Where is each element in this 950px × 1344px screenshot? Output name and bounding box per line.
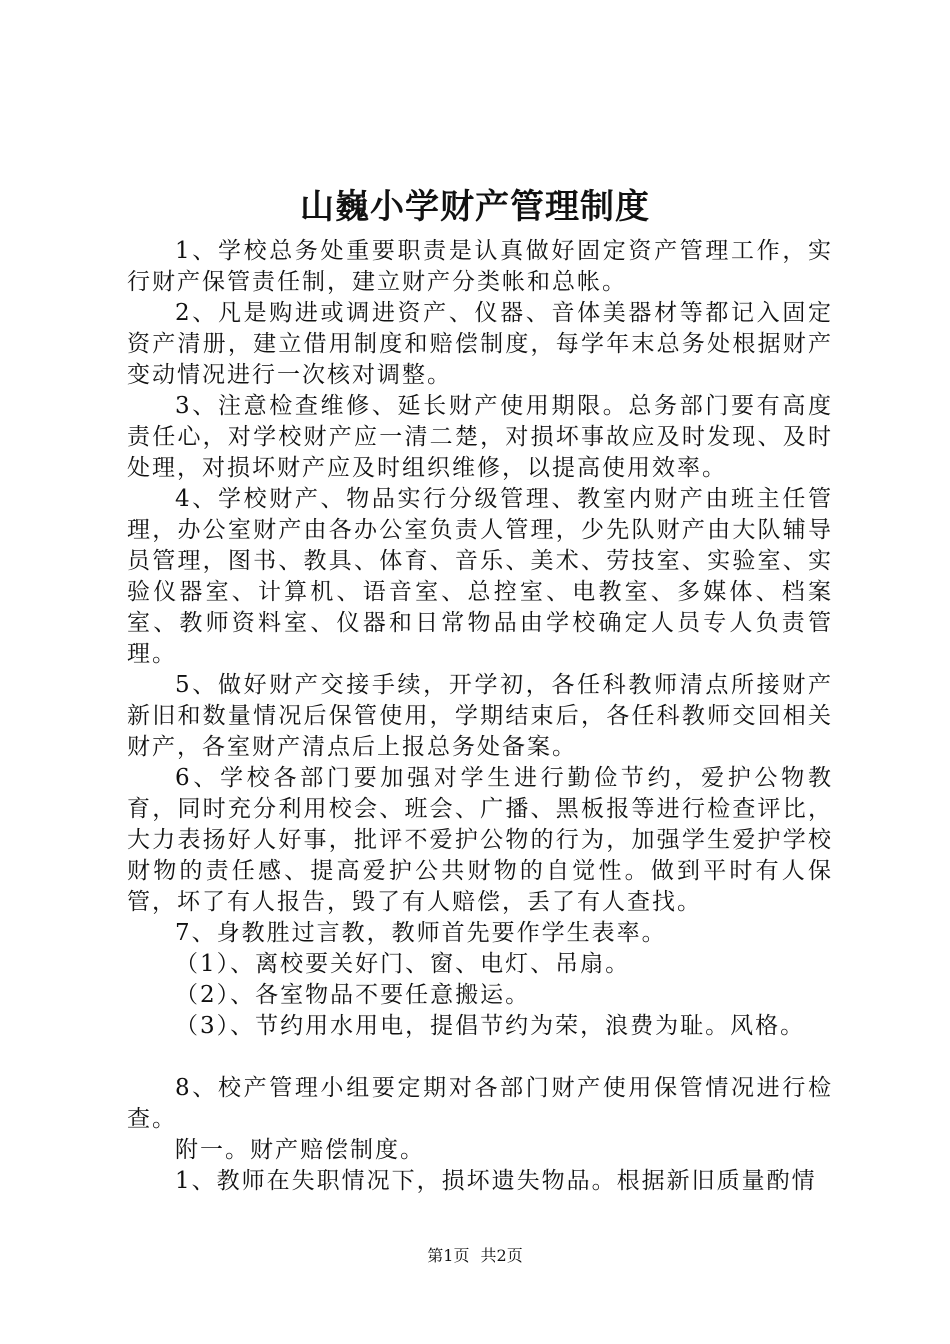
document-body [127, 236, 833, 1197]
paragraph-3: 3、注意检查维修、延长财产使用期限。总务部门要有高度责任心，对学校财产应一清二楚，对损坏事故应及时发现、及时处理，对损坏财产应及时组织维修，以提高使用效率。 [127, 393, 833, 481]
paragraph-2: 2、凡是购进或调进资产、仪器、音体美器材等都记入固定资产清册，建立借用制度和赔偿制度，每学年末总务处根据财产变动情况进行一次核对调整。 [127, 300, 833, 388]
paragraph-7-item-3: （3）、节约用水用电，提倡节约为荣，浪费为耻。风格。 [175, 1013, 806, 1039]
paragraph-7-item-1: （1）、离校要关好门、窗、电灯、吊扇。 [175, 951, 631, 977]
paragraph-6: 6、学校各部门要加强对学生进行勤俭节约，爱护公物教育，同时充分利用校会、班会、广播、黑板报等进行检查评比，大力表扬好人好事，批评不爱护公物的行为，加强学生爱护学校财物的责任感、提高爱护公共财物的自觉性。做到平时有人保管，坏了有人报告，毁了有人赔偿，丢了有人查找。 [127, 765, 833, 915]
page-total: 共2页 [480, 1246, 523, 1265]
paragraph-7: 7、身教胜过言教，教师首先要作学生表率。 [175, 920, 667, 946]
paragraph-8: 8、校产管理小组要定期对各部门财产使用保管情况进行检查。 [127, 1075, 833, 1132]
page-number: 第1页 [427, 1246, 470, 1265]
paragraph-4: 4、学校财产、物品实行分级管理、教室内财产由班主任管理，办公室财产由各办公室负责人管理，少先队财产由大队辅导员管理，图书、教具、体育、音乐、美术、劳技室、实验室、实验仪器室、计算机、语音室、总控室、电教室、多媒体、档案室、教师资料室、仪器和日常物品由学校确定人员专人负责管理。 [127, 486, 833, 667]
page-footer [0, 1246, 950, 1266]
paragraph-1: 1、学校总务处重要职责是认真做好固定资产管理工作，实行财产保管责任制，建立财产分类帐和总帐。 [127, 238, 833, 295]
blank-line [127, 1042, 833, 1073]
paragraph-7-item-2: （2）、各室物品不要任意搬运。 [175, 982, 531, 1008]
paragraph-5: 5、做好财产交接手续，开学初，各任科教师清点所接财产新旧和数量情况后保管使用，学期结束后，各任科教师交回相关财产，各室财产清点后上报总务处备案。 [127, 672, 833, 760]
document-title: 山巍小学财产管理制度 [300, 187, 650, 227]
appendix-heading: 附一。财产赔偿制度。 [175, 1137, 425, 1163]
appendix-paragraph-1: 1、教师在失职情况下，损坏遗失物品。根据新旧质量酌情 [175, 1168, 817, 1194]
